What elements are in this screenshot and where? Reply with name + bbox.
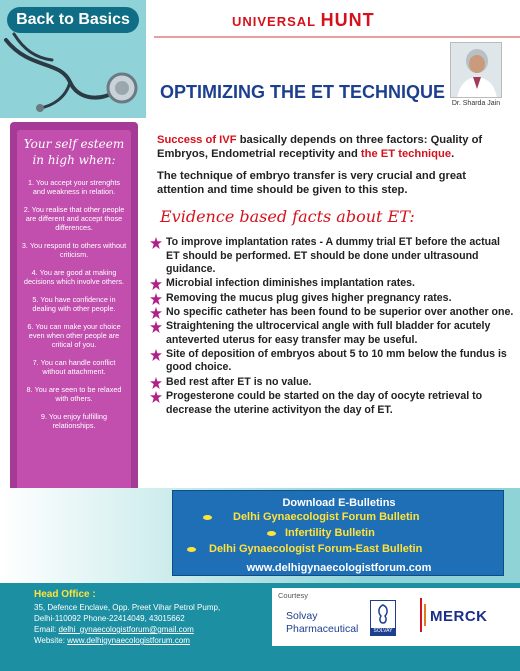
address-line-2: Delhi-110092 Phone-22414049, 43015662 [34, 614, 185, 623]
universal-hunt-brand [232, 10, 375, 31]
star-bullet-icon [150, 293, 162, 305]
address-line-1: 35, Defence Enclave, Opp. Preet Vihar Petrol Pump, [34, 603, 221, 612]
solvay-logo-label: SOLVAY [371, 628, 395, 635]
doctor-caption: Dr. Sharda Jain [451, 100, 501, 107]
header-divider [154, 36, 520, 38]
fact-text: Bed rest after ET is no value. [166, 375, 312, 388]
fact-item [148, 376, 514, 390]
bullet-dot-icon [203, 515, 212, 520]
fact-item [148, 390, 514, 417]
bullet-dot-icon [187, 547, 196, 552]
merck-logo-icon [420, 598, 430, 632]
doctor-portrait-icon [451, 43, 502, 98]
website-label: Website: [34, 636, 68, 645]
list-item: 9. You enjoy fulfilling relationships. [40, 412, 108, 430]
fact-text: Straightening the ultrocervical angle with full bladder for acutely anteverted uterus for easy transfer may be useful. [166, 320, 491, 346]
fact-item [148, 320, 514, 347]
back-to-basics-badge: Back to Basics [7, 7, 139, 33]
intro-highlight-ivf: Success of IVF [157, 134, 237, 146]
list-item: 1. You accept your strenghts and weakness in relation. [27, 178, 121, 196]
doctor-photo [450, 42, 502, 98]
self-esteem-panel [17, 130, 131, 500]
fact-item [148, 236, 514, 277]
list-item: 7. You can handle conflict without attachment. [32, 358, 116, 376]
star-bullet-icon [150, 307, 162, 319]
list-item: 4. You are good at making decisions which involve others. [23, 268, 125, 286]
page-title: OPTIMIZING THE ET TECHNIQUE [160, 82, 446, 102]
list-item: 5. You have confidence in dealing with other people. [32, 295, 116, 313]
merck-name: MERCK [430, 608, 488, 625]
star-bullet-icon [150, 377, 162, 389]
email-line [34, 625, 194, 635]
website-link[interactable]: www.delhigynaecologistforum.com [67, 636, 190, 645]
fact-item [148, 306, 514, 320]
list-item: 8. You are seen to be relaxed with others. [26, 385, 122, 403]
fact-text: Microbial infection diminishes implantation rates. [166, 277, 415, 290]
facts-list [148, 236, 514, 418]
intro-highlight-et: the ET technique [360, 148, 452, 160]
download-link-dgf-bulletin[interactable]: Delhi Gynaecologist Forum Bulletin [233, 511, 420, 523]
fact-text: Removing the mucus plug gives higher pregnancy rates. [166, 291, 452, 304]
fact-item [148, 348, 514, 375]
star-bullet-icon [150, 278, 162, 290]
intro-paragraph [157, 133, 515, 161]
facts-heading: Evidence based facts about ET: [160, 207, 415, 226]
bullet-dot-icon [267, 531, 276, 536]
self-esteem-heading: Your self esteem in high when: [23, 137, 125, 167]
list-item: 2. You realise that other people are different and accept those differences. [23, 205, 125, 232]
list-item: 6. You can make your choice even when other people are critical of you. [27, 322, 121, 349]
star-bullet-icon [150, 349, 162, 361]
fact-item [148, 277, 514, 291]
fact-text: To improve implantation rates - A dummy trial ET before the actual ET should be performed. ET should be done under ultrasound guidance. [166, 236, 500, 275]
fact-text: Site of deposition of embryos about 5 to 10 mm below the fundus is good choice. [166, 347, 507, 374]
solvay-logo [370, 600, 396, 636]
website-line [34, 636, 190, 646]
technique-paragraph: The technique of embryo transfer is very crucial and great attention and time should be given to this step. [157, 170, 466, 196]
self-esteem-list [17, 168, 131, 430]
stethoscope-banner [0, 0, 146, 118]
stethoscope-icon [0, 30, 146, 118]
email-link[interactable]: delhi_gynaecologistforum@gmail.com [58, 625, 194, 634]
download-link-east-bulletin[interactable]: Delhi Gynaecologist Forum-East Bulletin [209, 543, 423, 555]
head-office-title: Head Office : [34, 589, 96, 600]
solvay-lion-icon [371, 601, 395, 627]
fact-text: Progesterone could be started on the day of oocyte retrieval to decrease the uterine activityon the day of ET. [166, 390, 483, 416]
download-link-infertility-bulletin[interactable]: Infertility Bulletin [285, 527, 375, 539]
brand-universal: UNIVERSAL [232, 14, 317, 29]
download-box [172, 490, 504, 576]
email-label: Email: [34, 625, 59, 634]
brand-hunt: HUNT [320, 10, 375, 30]
star-bullet-icon [150, 391, 162, 403]
star-bullet-icon [150, 321, 162, 333]
courtesy-box [272, 588, 520, 646]
fact-item [148, 292, 514, 306]
star-bullet-icon [150, 237, 162, 249]
fact-text: No specific catheter has been found to be superior over another one. [166, 305, 514, 318]
solvay-name [286, 610, 358, 636]
list-item: 3. You respond to others without criticism. [21, 241, 127, 259]
solvay-line-2: Pharmaceutical [286, 623, 359, 635]
intro-end: . [451, 148, 455, 160]
download-website-link[interactable]: www.delhigynaecologistforum.com [246, 562, 432, 574]
download-title: Download E-Bulletins [282, 497, 396, 509]
intro-text: basically depends on three factors: Quality of Embryos, Endometrial receptivity and [157, 134, 483, 160]
solvay-line-1: Solvay [286, 610, 318, 622]
courtesy-label: Courtesy [278, 591, 309, 600]
